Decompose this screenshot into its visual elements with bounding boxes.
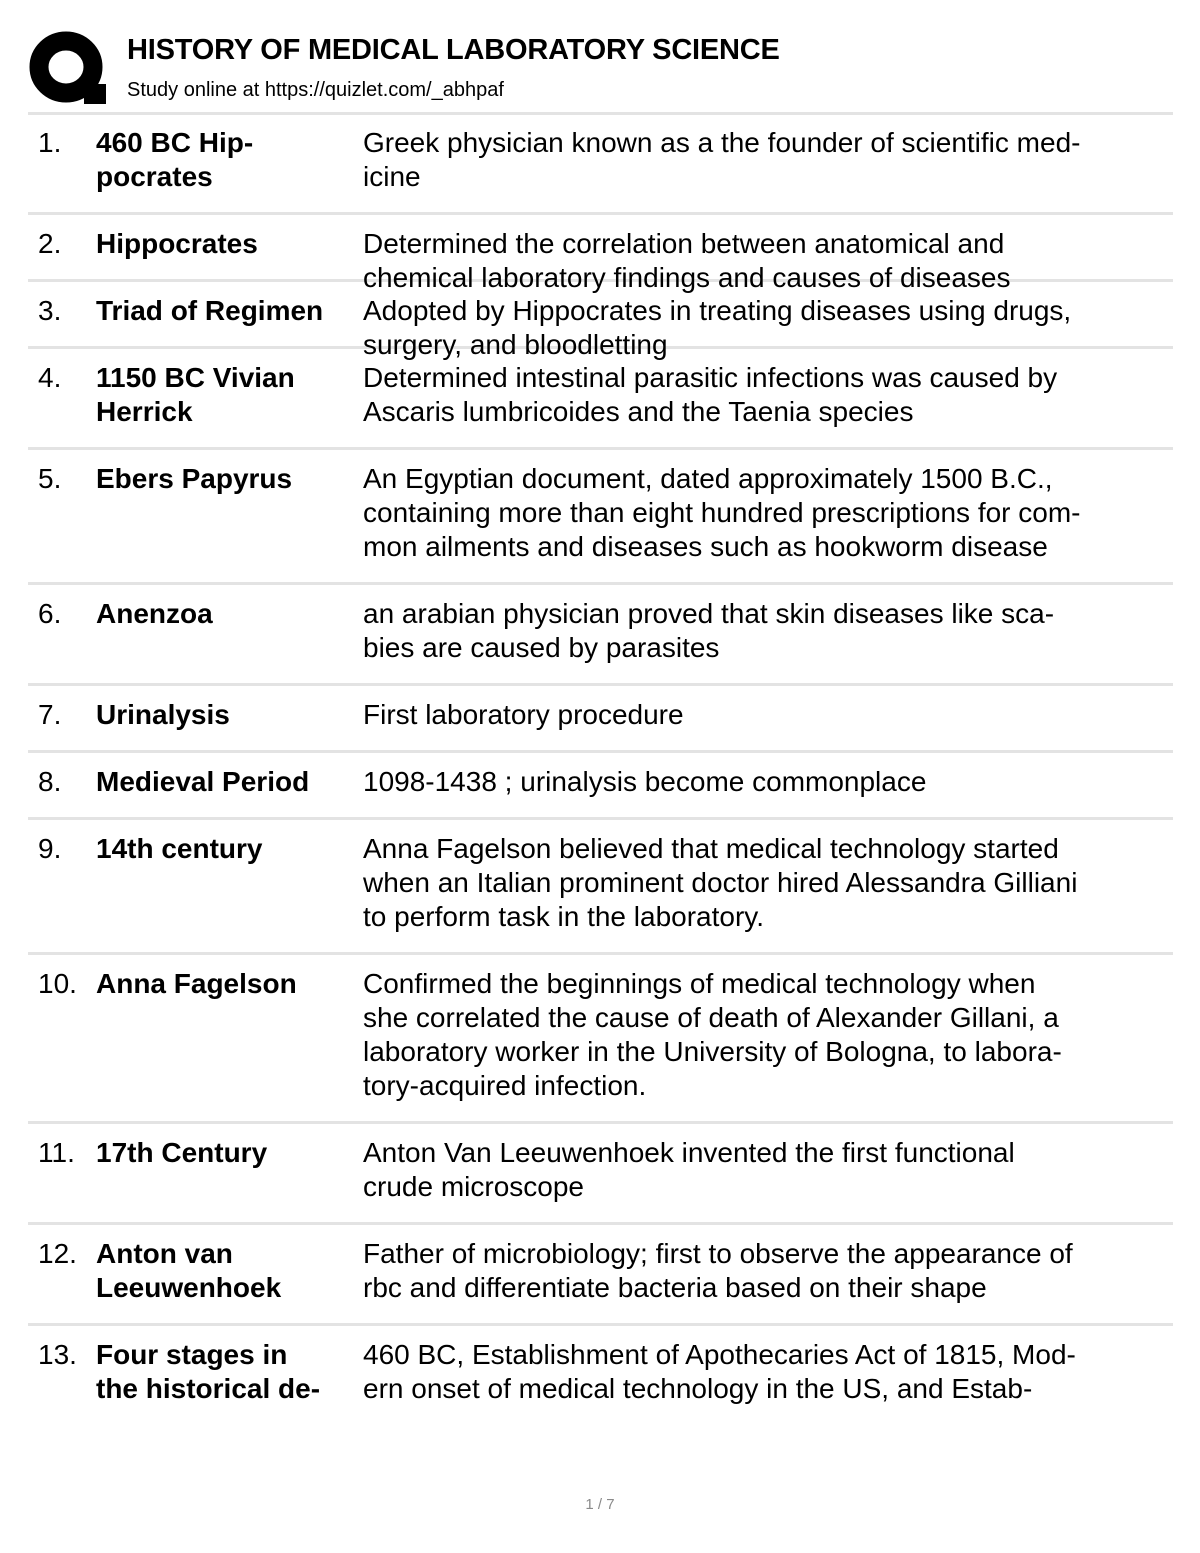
list-item — [28, 820, 1173, 955]
item-definition: an arabian physician proved that skin diseases like sca- bies are caused by parasites — [363, 598, 1055, 663]
list-item — [28, 349, 1173, 450]
item-number: 6. — [38, 598, 62, 629]
item-number: 13. — [38, 1339, 77, 1370]
item-term: Four stages in the historical de- — [96, 1339, 321, 1404]
item-term: Ebers Papyrus — [96, 463, 293, 494]
item-term: Urinalysis — [96, 699, 230, 730]
item-definition: 460 BC, Establishment of Apothecaries Act of 1815, Mod- ern onset of medical technology in the US, and Estab- — [363, 1339, 1076, 1404]
item-definition: Anton Van Leeuwenhoek invented the first functional crude microscope — [363, 1137, 1015, 1202]
item-term: 460 BC Hip- pocrates — [96, 127, 254, 192]
item-number: 11. — [38, 1137, 75, 1168]
item-definition: Adopted by Hippocrates in treating diseases using drugs, surgery, and bloodletting — [363, 295, 1072, 360]
item-definition: Confirmed the beginnings of medical technology when she correlated the cause of death of Alexander Gillani, a laboratory worker in the University of Bologna, to labora- tory-acquired infection. — [363, 968, 1062, 1101]
item-number: 4. — [38, 362, 62, 393]
item-number: 5. — [38, 463, 62, 494]
item-definition: Determined the correlation between anatomical and chemical laboratory findings and causes of diseases — [363, 228, 1011, 293]
list-item — [28, 955, 1173, 1124]
list-item — [28, 282, 1173, 360]
item-definition: Anna Fagelson believed that medical technology started when an Italian prominent doctor hired Alessandra Gilliani to perform task in the laboratory. — [363, 833, 1078, 932]
item-term: Hippocrates — [96, 228, 258, 259]
list-item — [28, 114, 1173, 215]
item-number: 9. — [38, 833, 62, 864]
item-number: 2. — [38, 228, 62, 259]
item-term: Medieval Period — [96, 766, 310, 797]
item-definition: First laboratory procedure — [363, 699, 684, 730]
item-number: 10. — [38, 968, 77, 999]
item-definition: 1098-1438 ; urinalysis become commonplace — [363, 766, 927, 797]
item-term: Triad of Regimen — [96, 295, 324, 326]
list-item — [28, 1326, 1173, 1424]
page-number: 1 / 7 — [585, 1496, 615, 1513]
item-number: 1. — [38, 127, 62, 158]
list-item — [28, 1225, 1173, 1326]
item-number: 3. — [38, 295, 62, 326]
list-item — [28, 1124, 1173, 1225]
flashcard-list — [28, 114, 1173, 1424]
item-definition: Greek physician known as a the founder of scientific med- icine — [363, 127, 1081, 192]
quizlet-q-logo-icon — [28, 30, 108, 106]
item-term: Anna Fagelson — [96, 968, 297, 999]
item-term: 14th century — [96, 833, 263, 864]
item-number: 12. — [38, 1238, 77, 1269]
document-header — [28, 30, 1172, 114]
list-item — [28, 686, 1173, 753]
item-number: 7. — [38, 699, 62, 730]
item-definition: Father of microbiology; first to observe the appearance of rbc and differentiate bacteria based on their shape — [363, 1238, 1073, 1303]
item-definition: An Egyptian document, dated approximately 1500 B.C., containing more than eight hundred prescriptions for com- mon ailments and diseases such as hookworm disease — [363, 463, 1081, 562]
item-term: 1150 BC Vivian Herrick — [96, 362, 295, 427]
list-item — [28, 753, 1173, 820]
item-term: Anenzoa — [96, 598, 213, 629]
item-term: 17th Century — [96, 1137, 268, 1168]
list-item — [28, 585, 1173, 686]
item-term: Anton van Leeuwenhoek — [96, 1238, 282, 1303]
list-item — [28, 450, 1173, 585]
page-title: HISTORY OF MEDICAL LABORATORY SCIENCE — [127, 34, 780, 66]
study-online-link[interactable]: Study online at https://quizlet.com/_abhpaf — [127, 79, 504, 101]
item-number: 8. — [38, 766, 62, 797]
list-item — [28, 215, 1173, 293]
item-definition: Determined intestinal parasitic infections was caused by Ascaris lumbricoides and the Taenia species — [363, 362, 1058, 427]
